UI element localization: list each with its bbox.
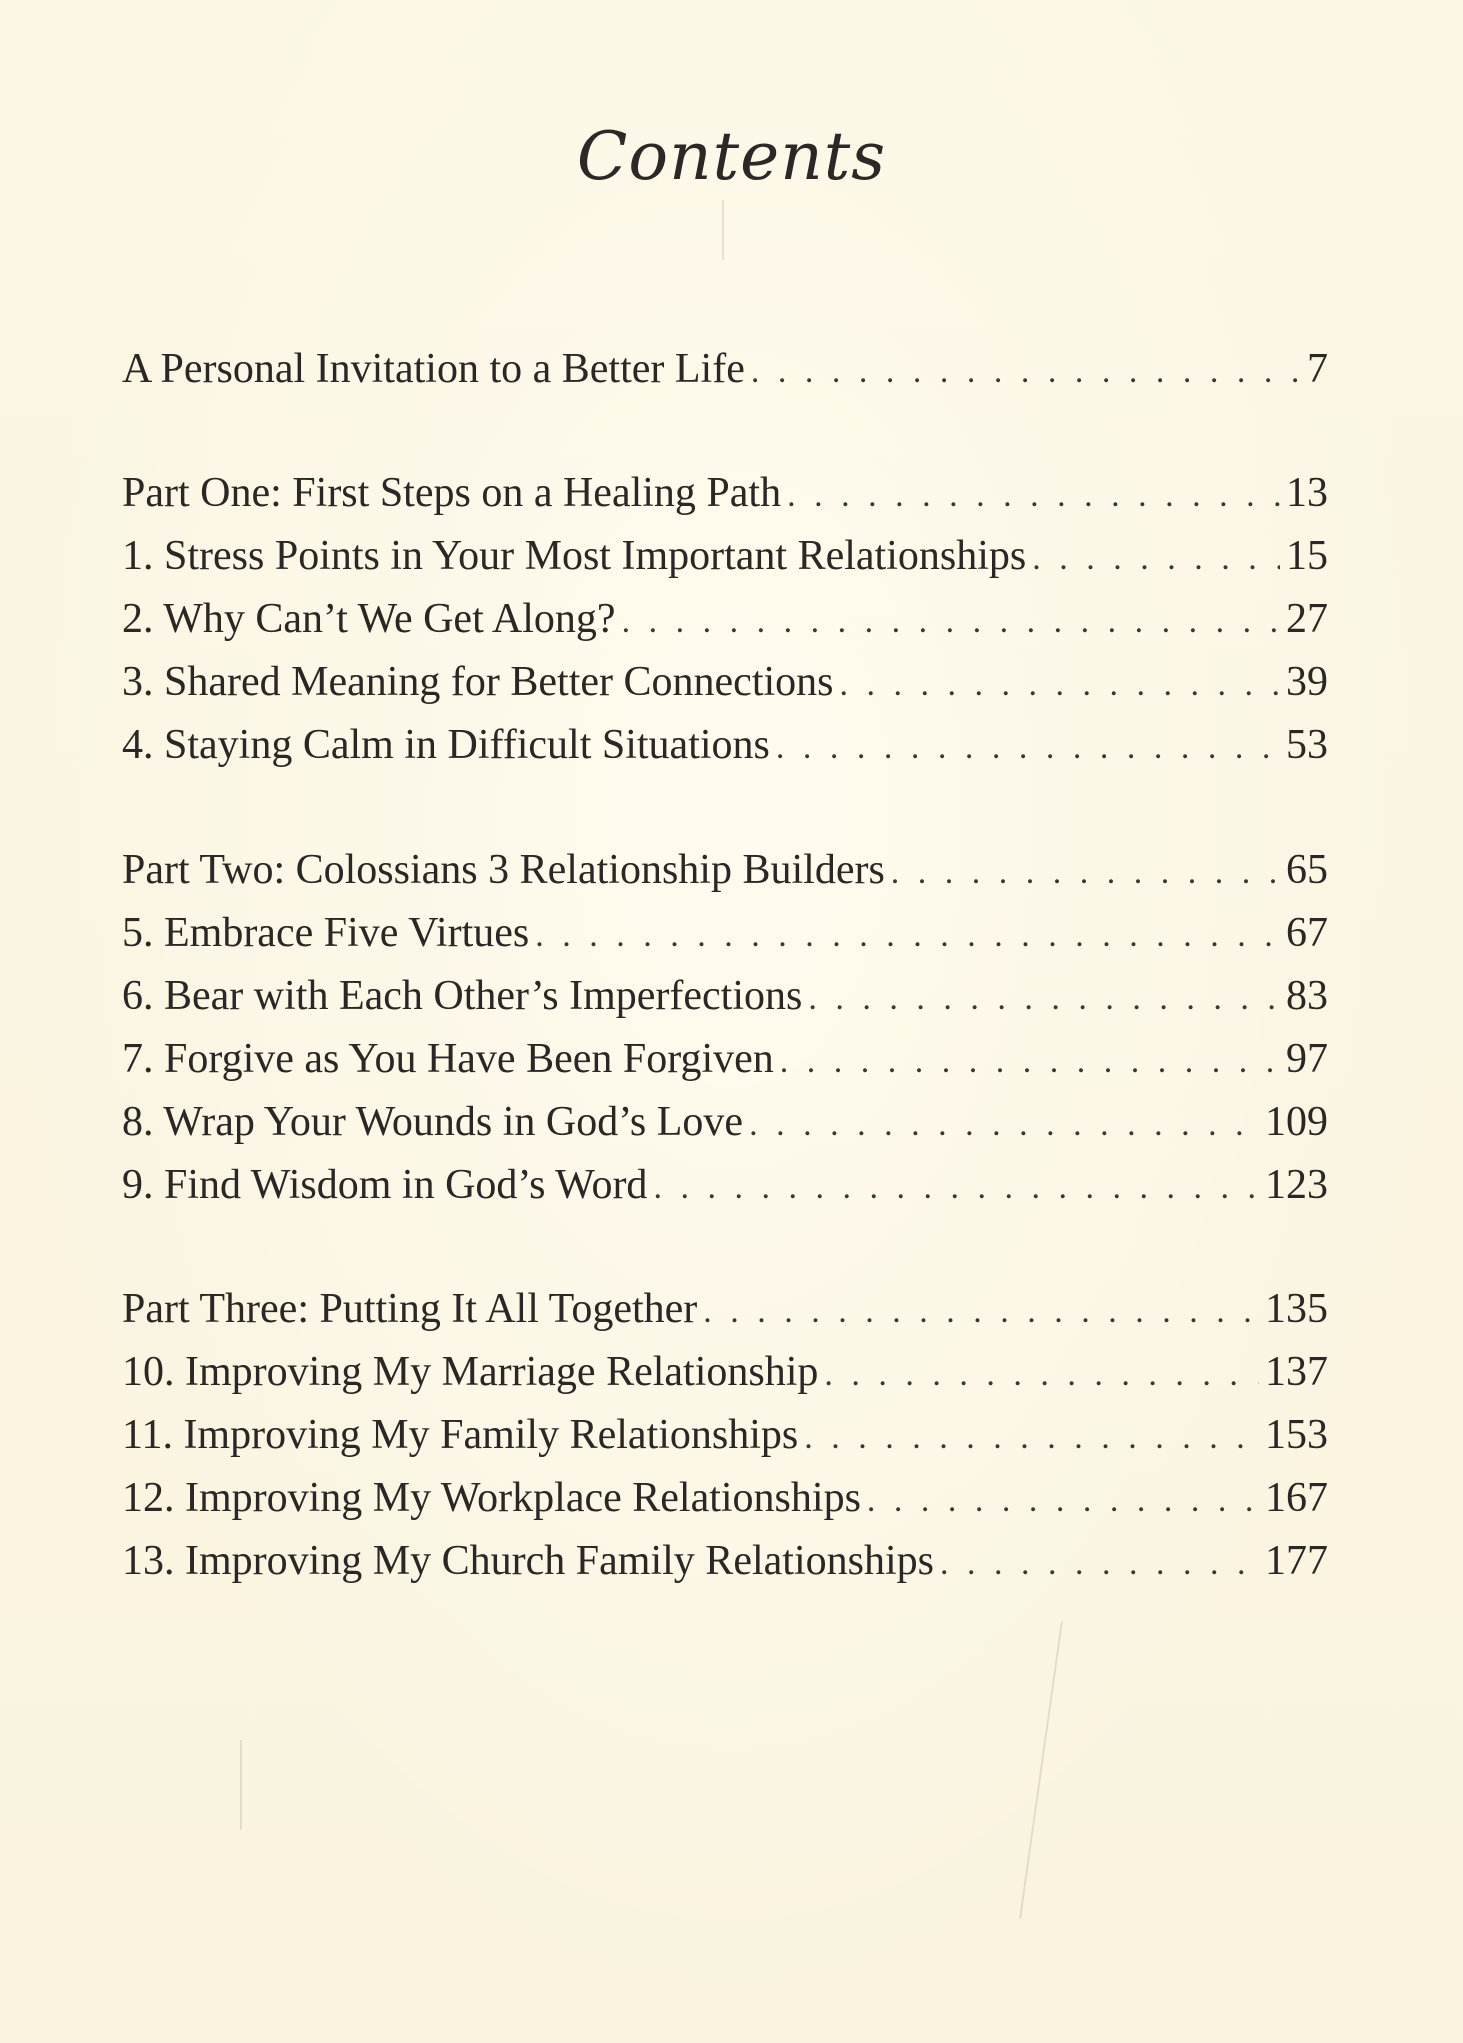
toc-entry-label: 1. Stress Points in Your Most Important Relationships	[122, 533, 1027, 579]
toc-page-number: 53	[1286, 722, 1328, 768]
toc-page-number: 27	[1286, 596, 1328, 642]
toc-page-number: 137	[1265, 1349, 1328, 1395]
toc-entry-label: Part Three: Putting It All Together	[122, 1286, 698, 1332]
toc-entry-chapter-4[interactable]	[122, 714, 1328, 777]
toc-page-number: 67	[1286, 910, 1328, 956]
toc-entry-chapter-12[interactable]	[122, 1467, 1328, 1530]
toc-page-number: 83	[1286, 973, 1328, 1019]
toc-entry-label: 5. Embrace Five Virtues	[122, 910, 530, 956]
dot-leader	[622, 590, 1280, 653]
toc-entry-label: 6. Bear with Each Other’s Imperfections	[122, 973, 803, 1019]
dot-leader	[787, 464, 1280, 527]
toc-entry-label: 10. Improving My Marriage Relationship	[122, 1349, 819, 1395]
toc-entry-label: 8. Wrap Your Wounds in God’s Love	[122, 1099, 744, 1145]
dot-leader	[804, 1406, 1259, 1469]
dot-leader	[891, 841, 1280, 904]
toc-entry-chapter-10[interactable]	[122, 1341, 1328, 1404]
page-title: Contents	[576, 118, 887, 195]
dot-leader	[940, 1532, 1259, 1595]
toc-entry-label: Part Two: Colossians 3 Relationship Builders	[122, 847, 885, 893]
toc-entry-label: Part One: First Steps on a Healing Path	[122, 470, 782, 516]
toc-entry-chapter-6[interactable]	[122, 965, 1328, 1028]
toc-entry-part-one[interactable]	[122, 462, 1328, 525]
toc-entry-chapter-7[interactable]	[122, 1028, 1328, 1091]
page-crease	[240, 1740, 242, 1830]
toc-entry-label: 3. Shared Meaning for Better Connections	[122, 659, 834, 705]
toc-page-number: 135	[1265, 1286, 1328, 1332]
dot-leader	[840, 653, 1281, 716]
dot-leader	[749, 1093, 1259, 1156]
toc-entry-chapter-9[interactable]	[122, 1154, 1328, 1217]
dot-leader	[1032, 527, 1280, 590]
toc-page-number: 97	[1286, 1036, 1328, 1082]
dot-leader	[776, 716, 1280, 779]
dot-leader	[780, 1030, 1280, 1093]
toc-entry-label: 12. Improving My Workplace Relationships	[122, 1475, 861, 1521]
toc-page-number: 123	[1265, 1162, 1328, 1208]
toc-entry-label: A Personal Invitation to a Better Life	[122, 346, 745, 392]
toc-entry-chapter-5[interactable]	[122, 902, 1328, 965]
dot-leader	[751, 340, 1301, 403]
toc-entry-label: 4. Staying Calm in Difficult Situations	[122, 722, 770, 768]
dot-leader	[703, 1280, 1259, 1343]
toc-entry-label: 9. Find Wisdom in God’s Word	[122, 1162, 648, 1208]
toc-entry-part-two[interactable]	[122, 839, 1328, 902]
toc-page-number: 7	[1307, 346, 1328, 392]
toc-entry-label: 11. Improving My Family Relationships	[122, 1412, 799, 1458]
dot-leader	[867, 1469, 1259, 1532]
toc-entry-introduction[interactable]	[122, 338, 1328, 401]
toc-entry-chapter-11[interactable]	[122, 1404, 1328, 1467]
toc-page-number: 167	[1265, 1475, 1328, 1521]
toc-entry-chapter-13[interactable]	[122, 1530, 1328, 1593]
toc-page-number: 65	[1286, 847, 1328, 893]
toc-entry-chapter-1[interactable]	[122, 525, 1328, 588]
toc-page-number: 13	[1286, 470, 1328, 516]
toc-entry-chapter-3[interactable]	[122, 651, 1328, 714]
dot-leader	[824, 1343, 1259, 1406]
toc-entry-label: 2. Why Can’t We Get Along?	[122, 596, 616, 642]
toc-page-number: 39	[1286, 659, 1328, 705]
toc-entry-chapter-2[interactable]	[122, 588, 1328, 651]
dot-leader	[535, 904, 1280, 967]
toc-entry-part-three[interactable]	[122, 1278, 1328, 1341]
toc-page-number: 153	[1265, 1412, 1328, 1458]
page-crease	[1019, 1621, 1063, 1918]
dot-leader	[808, 967, 1280, 1030]
toc-entry-chapter-8[interactable]	[122, 1091, 1328, 1154]
dot-leader	[653, 1156, 1259, 1219]
toc-page-number: 177	[1265, 1538, 1328, 1584]
toc-entry-label: 13. Improving My Church Family Relationships	[122, 1538, 934, 1584]
toc-entry-label: 7. Forgive as You Have Been Forgiven	[122, 1036, 774, 1082]
page-crease	[722, 200, 724, 260]
toc-page-number: 109	[1265, 1099, 1328, 1145]
toc-page-number: 15	[1286, 533, 1328, 579]
